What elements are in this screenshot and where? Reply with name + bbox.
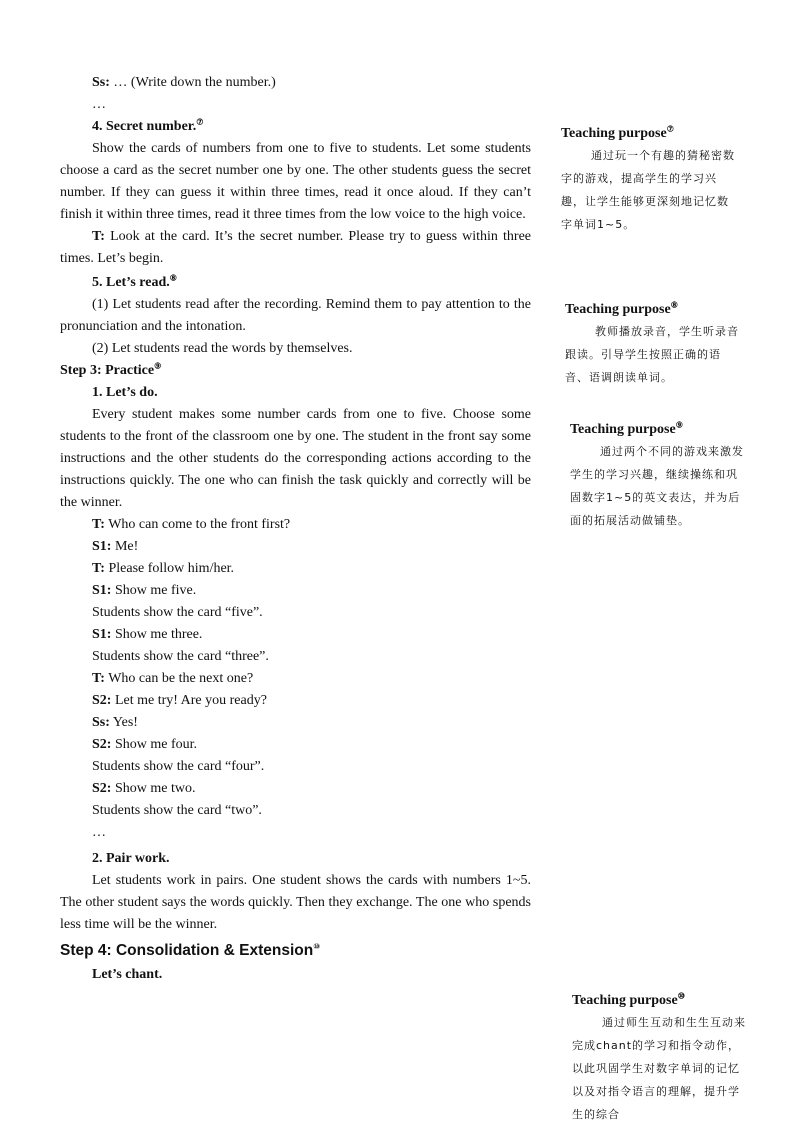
speaker-label: S1: <box>92 539 112 554</box>
teacher-line <box>60 226 531 270</box>
sidebar-body: 通过师生互动和生生互动来完成chant的学习和指令动作，以此巩固学生对数字单词的记忆以及对指令语言的理解，提升学生的综合 <box>572 1016 746 1121</box>
sidebar-note-4 <box>572 991 752 1126</box>
pair-work-paragraph: Let students work in pairs. One student shows the cards with numbers 1~5. The other student says the words quickly. Then they exchange. The one who spends less time will be the winner. <box>60 873 531 932</box>
dialogue-text: Look at the card. It’s the secret number. Please try to guess within three times. Let’s begin. <box>60 229 531 266</box>
sidebar-title: Teaching purpose⑧ <box>565 300 678 317</box>
footnote-mark: ⑨ <box>154 361 162 371</box>
sidebar-title: Teaching purpose⑦ <box>561 124 674 141</box>
sidebar-title: Teaching purpose⑩ <box>572 991 685 1008</box>
dialogue-text: Who can be the next one? <box>108 671 254 686</box>
sidebar-note-1 <box>561 124 741 236</box>
dialogue-text: Show me three. <box>114 627 203 642</box>
speaker-label: Ss: <box>92 715 110 730</box>
dialogue-line <box>60 580 531 602</box>
dialogue-text: Who can come to the front first? <box>108 517 291 532</box>
dialogue-line <box>60 536 531 558</box>
speaker-label: T: <box>92 561 105 576</box>
footnote-mark: ⑦ <box>196 117 204 127</box>
dialogue-line <box>60 514 531 536</box>
dialogue-text: Students show the card “four”. <box>92 759 265 774</box>
dialogue-line <box>60 800 531 822</box>
dialogue-line <box>60 602 531 624</box>
heading-lets-chant: Let’s chant. <box>92 967 163 982</box>
dialogue-text: Show me five. <box>114 583 197 598</box>
dialogue-text: … (Write down the number.) <box>113 75 276 90</box>
sidebar-note-2 <box>565 300 745 389</box>
dialogue-text: Let me try! Are you ready? <box>114 693 267 708</box>
dialogue-text: Show me four. <box>114 737 198 752</box>
footnote-mark: ⑩ <box>677 991 685 1001</box>
speaker-label: T: <box>92 517 105 532</box>
dialogue-text: Yes! <box>112 715 138 730</box>
footnote-mark: ⑦ <box>666 124 674 134</box>
dialogue-text: Students show the card “three”. <box>92 649 269 664</box>
dialogue-line <box>60 624 531 646</box>
footnote-mark: ⑧ <box>169 273 177 283</box>
main-column <box>60 72 531 986</box>
speaker-label: S1: <box>92 627 112 642</box>
dialogue-text: Me! <box>114 539 139 554</box>
dialogue-text: Students show the card “five”. <box>92 605 263 620</box>
sidebar-note-3 <box>570 420 750 532</box>
heading-lets-read: 5. Let’s read.⑧ <box>92 273 177 290</box>
sidebar-body: 教师播放录音，学生听录音跟读。引导学生按照正确的语音、语调朗读单词。 <box>565 325 739 384</box>
heading-secret-number: 4. Secret number.⑦ <box>92 117 204 134</box>
ellipsis: … <box>92 825 106 840</box>
dialogue-line <box>60 646 531 668</box>
speaker-label: S2: <box>92 693 112 708</box>
heading-lets-do: 1. Let’s do. <box>92 385 158 400</box>
dialogue-line <box>60 778 531 800</box>
dialogue-line <box>60 668 531 690</box>
ellipsis: … <box>92 97 106 112</box>
dialogue-line <box>60 558 531 580</box>
read-item-2: (2) Let students read the words by themselves. <box>92 341 353 356</box>
footnote-mark: ⑧ <box>670 300 678 310</box>
footnote-mark: ⑩ <box>313 941 320 951</box>
speaker-label: S2: <box>92 781 112 796</box>
dialogue-line <box>60 712 531 734</box>
read-item-1: (1) Let students read after the recording. Remind them to pay attention to the pronunciation and the intonation. <box>60 297 531 334</box>
heading-pair-work: 2. Pair work. <box>92 851 170 866</box>
dialogue-line <box>60 690 531 712</box>
lets-do-paragraph: Every student makes some number cards from one to five. Choose some students to the front of the classroom one by one. The student in the front say some instructions and the other students do the corresponding actions according to the instructions quickly. The one who can finish the task quickly and correctly will be the winner. <box>60 407 531 510</box>
speaker-label: S1: <box>92 583 112 598</box>
sidebar-title: Teaching purpose⑨ <box>570 420 683 437</box>
step3-heading: Step 3: Practice⑨ <box>60 361 162 378</box>
speaker-label: T: <box>92 671 105 686</box>
footnote-mark: ⑨ <box>675 420 683 430</box>
secret-number-paragraph: Show the cards of numbers from one to five to students. Let some students choose a card as the secret number one by one. The other students guess the secret number. If they can guess it within three times, read it once aloud. If they can’t finish it within three times, read it three times from the low voice to the high voice. <box>60 141 531 222</box>
speaker-label: T: <box>92 229 105 244</box>
dialogue-text: Show me two. <box>114 781 196 796</box>
sidebar-body: 通过两个不同的游戏来激发学生的学习兴趣，继续操练和巩固数字1~5的英文表达，并为后面的拓展活动做铺垫。 <box>570 445 744 527</box>
speaker-label: S2: <box>92 737 112 752</box>
speaker-label: Ss: <box>92 75 110 90</box>
sidebar-body: 通过玩一个有趣的猜秘密数字的游戏，提高学生的学习兴趣，让学生能够更深刻地记忆数字单词1~5。 <box>561 149 735 231</box>
dialogue-block <box>60 514 531 822</box>
dialogue-text: Students show the card “two”. <box>92 803 262 818</box>
dialogue-line <box>60 734 531 756</box>
dialogue-line <box>60 72 531 94</box>
dialogue-line <box>60 756 531 778</box>
step4-heading: Step 4: Consolidation & Extension⑩ <box>60 941 320 959</box>
dialogue-text: Please follow him/her. <box>108 561 235 576</box>
